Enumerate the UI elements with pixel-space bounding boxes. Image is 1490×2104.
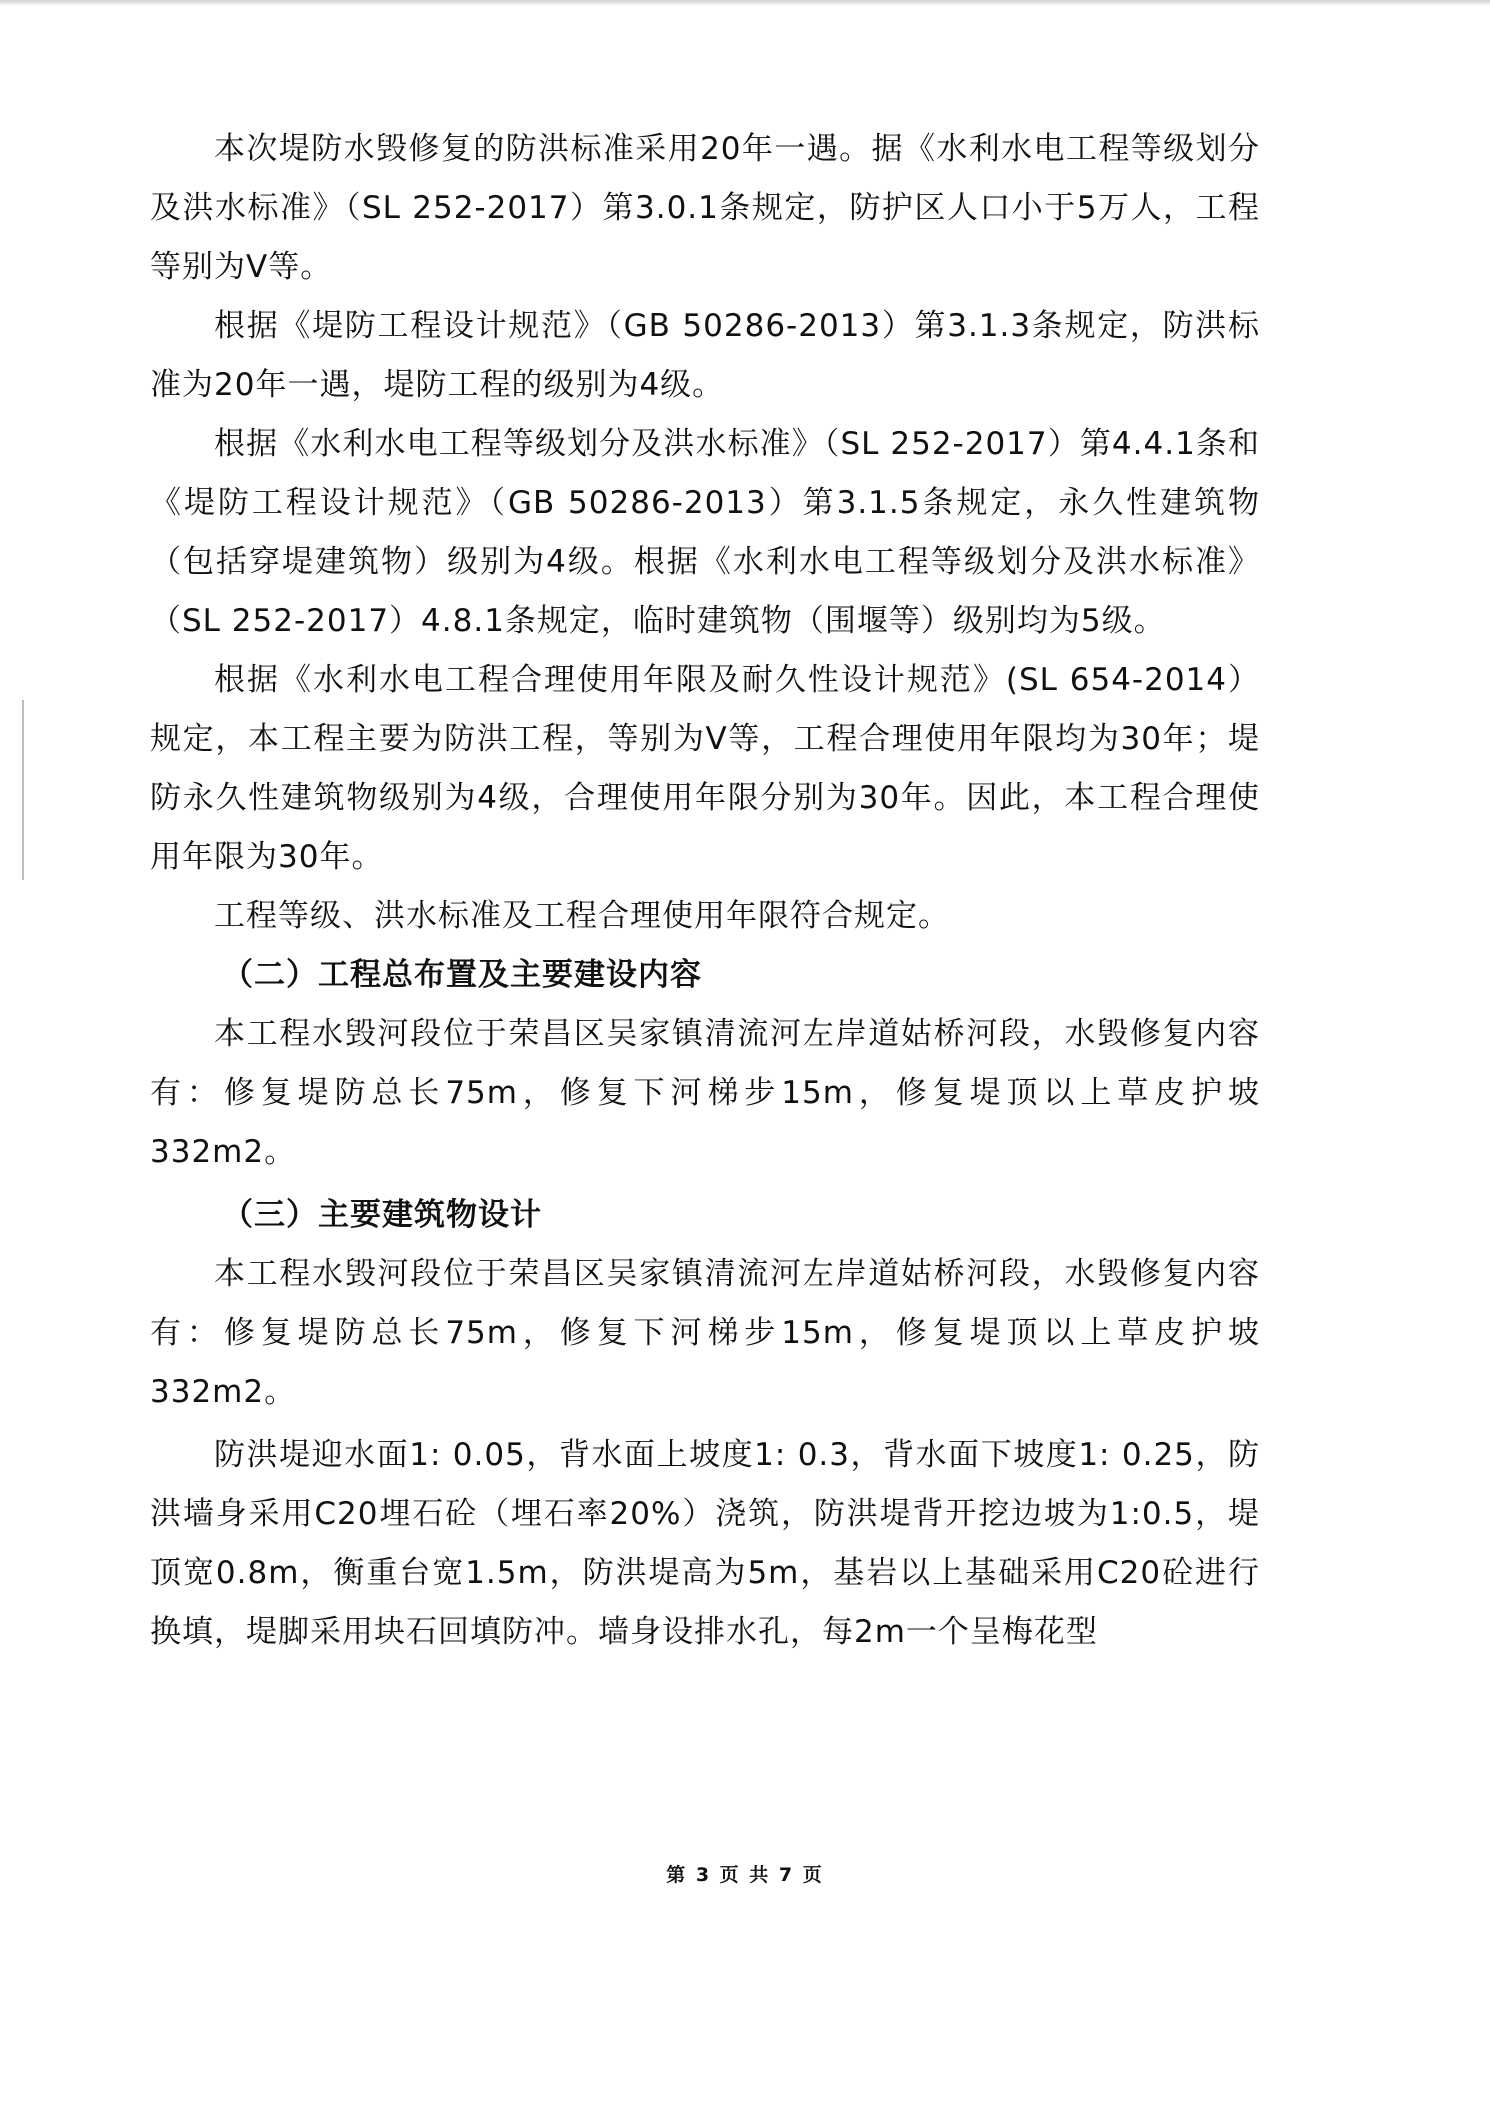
paragraph-service-life: 根据《水利水电工程合理使用年限及耐久性设计规范》(SL 654-2014）规定，本工程主要为防洪工程，等别为V等，工程合理使用年限均为30年；堤防永久性建筑物级别为4级，合理使用年限分别为30年。因此，本工程合理使用年限为30年。 [150,662,1260,875]
paragraph-flood-standard: 本次堤防水毁修复的防洪标准采用20年一遇。据《水利水电工程等级划分及洪水标准》（SL 252-2017）第3.0.1条规定，防护区人口小于5万人，工程等别为V等。 [150,131,1260,285]
section-heading-building-design: （三）主要建筑物设计 [222,1197,542,1233]
paragraph-building-grade: 根据《水利水电工程等级划分及洪水标准》（SL 252-2017）第4.4.1条和《堤防工程设计规范》（GB 50286-2013）第3.1.5条规定，永久性建筑物（包括穿堤建筑物）级别为4级。根据《水利水电工程等级划分及洪水标准》（SL 252-2017）4.8.1条规定，临时建筑物（围堰等）级别均为5级。 [150,426,1260,639]
document-body [150,120,1260,1662]
paragraph-compliance: 工程等级、洪水标准及工程合理使用年限符合规定。 [214,898,950,934]
paragraph-dike-grade: 根据《堤防工程设计规范》（GB 50286-2013）第3.1.3条规定，防洪标准为20年一遇，堤防工程的级别为4级。 [150,308,1260,403]
section-heading-layout: （二）工程总布置及主要建设内容 [222,957,702,993]
paragraph-layout-content: 本工程水毁河段位于荣昌区吴家镇清流河左岸道姑桥河段，水毁修复内容有：修复堤防总长75m，修复下河梯步15m，修复堤顶以上草皮护坡332m2。 [150,1016,1260,1170]
paragraph-building-content: 本工程水毁河段位于荣昌区吴家镇清流河左岸道姑桥河段，水毁修复内容有：修复堤防总长75m，修复下河梯步15m，修复堤顶以上草皮护坡332m2。 [150,1256,1260,1410]
scan-mark [22,700,24,880]
page-number: 第 3 页 共 7 页 [666,1864,824,1886]
scan-edge [0,0,1490,6]
paragraph-dike-design: 防洪堤迎水面1: 0.05，背水面上坡度1: 0.3，背水面下坡度1: 0.25，防洪墙身采用C20埋石砼（埋石率20%）浇筑，防洪堤背开挖边坡为1:0.5，堤顶宽0.8m，衡重台宽1.5m，防洪堤高为5m，基岩以上基础采用C20砼进行换填，堤脚采用块石回填防冲。墙身设排水孔，每2m一个呈梅花型 [150,1437,1260,1650]
